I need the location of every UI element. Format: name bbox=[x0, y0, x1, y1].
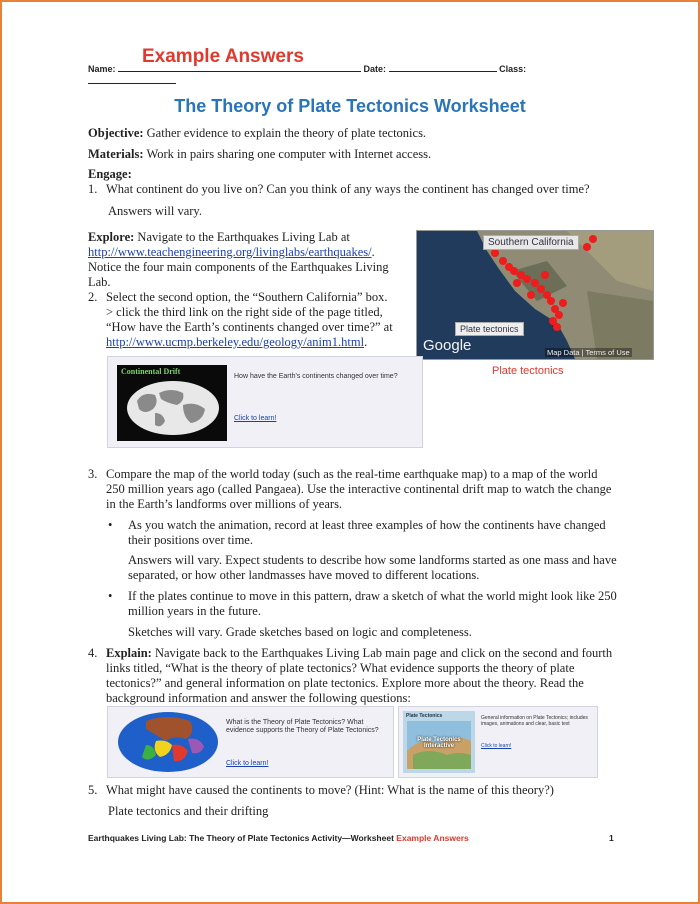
question-4 bbox=[88, 646, 618, 706]
earthquakes-lab-link[interactable]: http://www.teachengineering.org/livinglabs/earthquakes/ bbox=[88, 245, 372, 259]
q2-text: Select the second option, the “Southern California” box. > click the third link on the right side of the page titled, “How have the Earth’s continents changed over time?” at bbox=[106, 290, 393, 334]
question-5 bbox=[88, 783, 618, 798]
continental-drift-thumbnail bbox=[117, 365, 227, 441]
continental-drift-card[interactable] bbox=[107, 356, 423, 448]
globe-icon bbox=[125, 379, 221, 437]
objective-text: Gather evidence to explain the theory of plate tectonics. bbox=[146, 126, 427, 140]
question-3 bbox=[88, 467, 618, 512]
objective-label: Objective: bbox=[88, 126, 144, 140]
plates-globe-icon bbox=[116, 711, 220, 773]
plate-tectonics-interactive-thumbnail bbox=[403, 711, 475, 773]
q5-answer: Plate tectonics and their drifting bbox=[108, 804, 269, 818]
class-line[interactable] bbox=[88, 74, 176, 84]
thumb-title: Plate Tectonics bbox=[406, 713, 443, 719]
q3-bullet-2-text: If the plates continue to move in this pattern, draw a sketch of what the world might look like 250 million years in the future. bbox=[128, 589, 617, 618]
materials-text: Work in pairs sharing one computer with Internet access. bbox=[146, 147, 432, 161]
map-caption: Plate tectonics bbox=[492, 365, 564, 377]
thumb-label: Plate Tectonics Interactive bbox=[417, 737, 461, 749]
theory-card[interactable] bbox=[107, 706, 394, 778]
materials-label: Materials: bbox=[88, 147, 144, 161]
class-label: Class: bbox=[499, 64, 527, 74]
explore-section: Explore: Navigate to the Earthquakes Living Lab at http://www.teachengineering.org/livinglabs/earthquakes/. Notice the four main components of the Earthquakes Living Lab. bbox=[88, 230, 389, 289]
name-label: Name: bbox=[88, 64, 116, 74]
page-number: 1 bbox=[609, 833, 614, 843]
google-logo: Google bbox=[423, 337, 472, 354]
q3-bullet-1-text: As you watch the animation, record at least three examples of how the continents have changed their positions over time. bbox=[128, 518, 606, 547]
general-info-card[interactable] bbox=[398, 706, 598, 778]
q1-answer: Answers will vary. bbox=[108, 204, 202, 218]
q1-number: 1. bbox=[88, 182, 98, 196]
map-region-label[interactable]: Southern California bbox=[483, 235, 579, 250]
footer-text: Earthquakes Living Lab: The Theory of Plate Tectonics Activity—Worksheet bbox=[88, 833, 394, 843]
question-1 bbox=[88, 182, 628, 197]
q3-answer-2: Sketches will vary. Grade sketches based on logic and completeness. bbox=[128, 625, 472, 639]
q3-number: 3. bbox=[88, 467, 98, 481]
q3-bullet-1: • As you watch the animation, record at least three examples of how the continents have changed their positions over time. bbox=[108, 518, 620, 548]
footer-answers: Example Answers bbox=[396, 833, 469, 843]
q5-text: What might have caused the continents to move? (Hint: What is the name of this theory?) bbox=[106, 783, 554, 797]
q1-text: What continent do you live on? Can you think of any ways the continent has changed over time? bbox=[106, 182, 590, 196]
general-info-link[interactable]: Click to learn! bbox=[481, 743, 512, 749]
explore-notice-text: Notice the four main components of the Earthquakes Living Lab. bbox=[88, 260, 389, 289]
engage-label: Engage: bbox=[88, 167, 132, 181]
map-data-label[interactable]: Map Data | Terms of Use bbox=[547, 348, 630, 357]
header-fields bbox=[88, 62, 616, 86]
theory-card-question: What is the Theory of Plate Tectonics? What evidence supports the Theory of Plate Tectonics? bbox=[226, 719, 379, 734]
q4-number: 4. bbox=[88, 646, 98, 660]
name-line[interactable] bbox=[118, 62, 361, 72]
general-info-text: General information on Plate Tectonics; includes images, animations and clear, basic text bbox=[481, 715, 588, 727]
southern-california-map bbox=[416, 230, 654, 360]
page-footer bbox=[88, 833, 469, 843]
berkeley-anim-link[interactable]: http://www.ucmp.berkeley.edu/geology/anim1.html bbox=[106, 335, 365, 349]
q5-number: 5. bbox=[88, 783, 98, 797]
map-layer-label[interactable]: Plate tectonics bbox=[455, 322, 524, 336]
question-2: 2. Select the second option, the “Southern California” box. > click the third link on the right side of the page titled, “How have the Earth’s continents changed over time?” at http://www.ucmp.berkeley.edu/geology/anim1.html. bbox=[88, 290, 393, 349]
q3-answer-1: Answers will vary. Expect students to describe how some landforms started as one mass and have separated, or how other landmasses have moved to different locations. bbox=[128, 553, 617, 582]
explore-text: Navigate to the Earthquakes Living Lab at bbox=[137, 230, 350, 244]
materials bbox=[88, 147, 628, 162]
q3-bullet-2: • If the plates continue to move in this pattern, draw a sketch of what the world might look like 250 million years in the future. bbox=[108, 589, 620, 619]
date-label: Date: bbox=[363, 64, 387, 74]
objective bbox=[88, 126, 628, 141]
page-title: The Theory of Plate Tectonics Worksheet bbox=[174, 96, 526, 116]
q2-number: 2. bbox=[88, 290, 98, 304]
q4-text: Navigate back to the Earthquakes Living Lab main page and click on the second and fourth links titled, “What is the theory of plate tectonics? What evidence supports the theory of plate tectonics?” and general information on plate tectonics. Explore more about the theory. Read the background information and answer the following questions: bbox=[106, 646, 613, 705]
drift-card-question: How have the Earth's continents changed over time? bbox=[234, 373, 398, 380]
theory-card-link[interactable]: Click to learn! bbox=[226, 760, 269, 767]
continental-drift-title: Continental Drift bbox=[121, 367, 181, 376]
q3-text: Compare the map of the world today (such as the real-time earthquake map) to a map of the world 250 million years ago (called Pangaea). Use the interactive continental drift map to watch the change in the Earth’s landforms over millions of years. bbox=[106, 467, 612, 511]
date-line[interactable] bbox=[389, 62, 497, 72]
drift-card-link[interactable]: Click to learn! bbox=[234, 415, 277, 422]
name-value: Example Answers bbox=[142, 46, 304, 67]
explain-label: Explain: bbox=[106, 646, 152, 660]
explore-label: Explore: bbox=[88, 230, 135, 244]
